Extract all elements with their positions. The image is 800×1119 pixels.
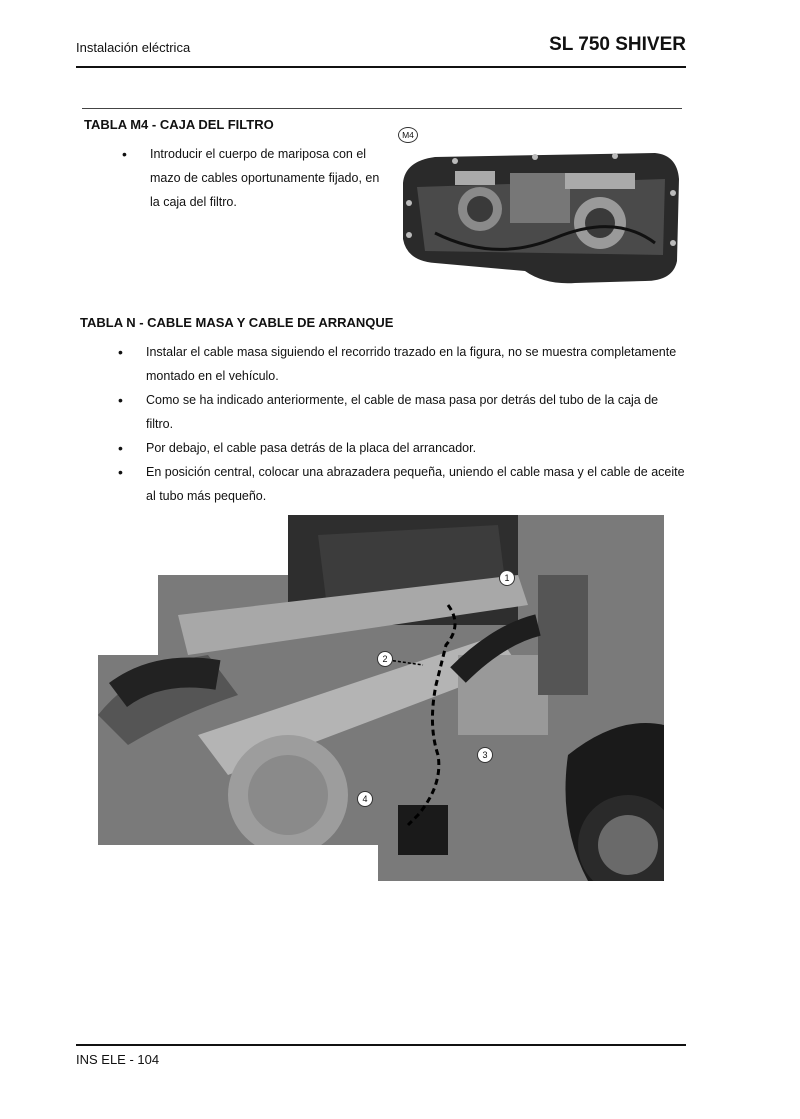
header-section-title: Instalación eléctrica (76, 40, 191, 55)
callout-1: 1 (499, 570, 515, 586)
list-item: • Instalar el cable masa siguiendo el recorrido trazado en la figura, no se muestra completamente montado en el vehículo. (114, 340, 688, 388)
list-item: • Por debajo, el cable pasa detrás de la placa del arrancador. (114, 436, 688, 460)
callout-2: 2 (377, 651, 393, 667)
list-item: • Como se ha indicado anteriormente, el cable de masa pasa por detrás del tubo de la caja de filtro. (114, 388, 688, 436)
table-n-title: TABLA N - CABLE MASA Y CABLE DE ARRANQUE (80, 315, 394, 330)
header-rule (76, 66, 686, 68)
header-model-title: SL 750 SHIVER (549, 34, 686, 55)
callout-3: 3 (477, 747, 493, 763)
figure-label-m4: M4 (398, 127, 418, 143)
figure-filter-box-image (395, 143, 685, 288)
table-m4-bullets (118, 142, 384, 214)
list-item: • Introducir el cuerpo de mariposa con el mazo de cables oportunamente fijado, en la caja del filtro. (118, 142, 384, 214)
footer-page-number: INS ELE - 104 (76, 1052, 160, 1067)
table-m4-title: TABLA M4 - CAJA DEL FILTRO (84, 117, 274, 132)
callout-4: 4 (357, 791, 373, 807)
table-n-bullets (114, 340, 688, 508)
figure-motorcycle-cable-routing-image (98, 515, 664, 881)
footer-rule (76, 1044, 686, 1046)
section-rule (82, 108, 682, 109)
list-item: • En posición central, colocar una abrazadera pequeña, uniendo el cable masa y el cable de aceite al tubo más pequeño. (114, 460, 688, 508)
